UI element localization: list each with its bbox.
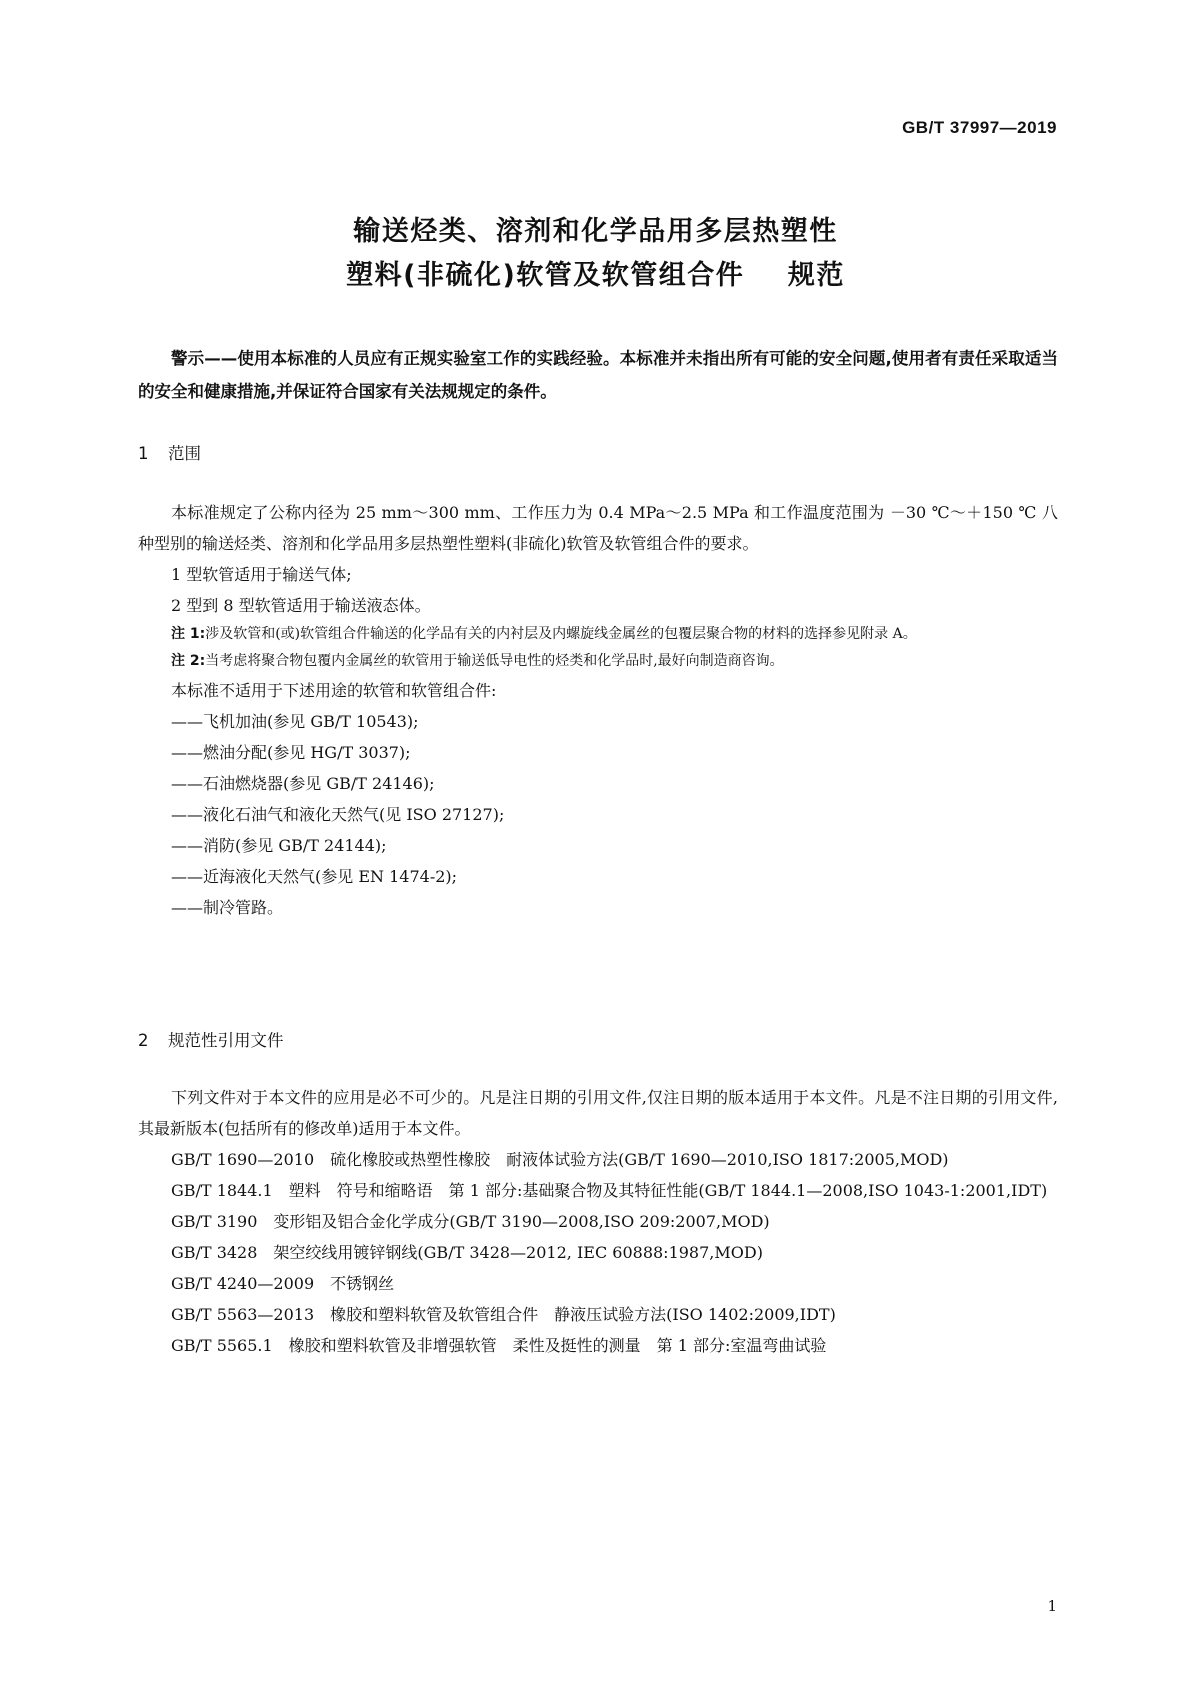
references-intro: 下列文件对于本文件的应用是必不可少的。凡是注日期的引用文件,仅注日期的版本适用于本文件。凡是不注日期的引用文件,其最新版本(包括所有的修改单)适用于本文件。 xyxy=(138,1088,1058,1138)
type2-8-paragraph: 2 型到 8 型软管适用于输送液态体。 xyxy=(171,596,431,615)
reference-item: GB/T 1690—2010 硫化橡胶或热塑性橡胶 耐液体试验方法(GB/T 1690—2010,ISO 1817:2005,MOD) xyxy=(171,1150,949,1169)
note-label: 注 1: xyxy=(171,626,206,642)
exclusion-intro: 本标准不适用于下述用途的软管和软管组合件: xyxy=(171,681,497,700)
list-item: ——石油燃烧器(参见 GB/T 24146); xyxy=(171,774,435,793)
section-1-heading xyxy=(138,440,201,464)
warning-paragraph: 警示——使用本标准的人员应有正规实验室工作的实践经验。本标准并未指出所有可能的安全问题,使用者有责任采取适当的安全和健康措施,并保证符合国家有关法规规定的条件。 xyxy=(138,349,1058,401)
note-text: 涉及软管和(或)软管组合件输送的化学品有关的内衬层及内螺旋线金属丝的包覆层聚合物的材料的选择参见附录 A。 xyxy=(205,626,917,642)
reference-item: GB/T 1844.1 塑料 符号和缩略语 第 1 部分:基础聚合物及其特征性能(GB/T 1844.1—2008,ISO 1043-1:2001,IDT) xyxy=(171,1181,1048,1200)
reference-item: GB/T 3190 变形铝及铝合金化学成分(GB/T 3190—2008,ISO 209:2007,MOD) xyxy=(171,1212,770,1231)
reference-item: GB/T 5563—2013 橡胶和塑料软管及软管组合件 静液压试验方法(ISO 1402:2009,IDT) xyxy=(171,1305,836,1324)
list-item: ——制冷管路。 xyxy=(171,898,284,917)
document-title xyxy=(0,210,1191,298)
note-label: 注 2: xyxy=(171,653,206,669)
reference-item: GB/T 3428 架空绞线用镀锌钢线(GB/T 3428—2012, IEC 60888:1987,MOD) xyxy=(171,1243,763,1262)
page-number: 1 xyxy=(1047,1597,1057,1615)
section-title: 规范性引用文件 xyxy=(168,1031,284,1050)
type1-paragraph: 1 型软管适用于输送气体; xyxy=(171,565,352,584)
list-item: ——消防(参见 GB/T 24144); xyxy=(171,836,387,855)
scope-paragraph: 本标准规定了公称内径为 25 mm～300 mm、工作压力为 0.4 MPa～2.5 MPa 和工作温度范围为 －30 ℃～＋150 ℃ 八种型别的输送烃类、溶剂和化学品用多层热塑性塑料(非硫化)软管及软管组合件的要求。 xyxy=(138,503,1058,553)
section-1-body xyxy=(138,497,1058,923)
list-item: ——近海液化天然气(参见 EN 1474-2); xyxy=(171,867,458,886)
note-1 xyxy=(138,621,1058,648)
section-number: 1 xyxy=(138,444,149,463)
title-line-1: 输送烃类、溶剂和化学品用多层热塑性 xyxy=(353,216,838,247)
section-2-body xyxy=(138,1082,1058,1361)
note-2 xyxy=(138,648,1058,675)
reference-item: GB/T 4240—2009 不锈钢丝 xyxy=(171,1274,395,1293)
list-item: ——液化石油气和液化天然气(见 ISO 27127); xyxy=(171,805,505,824)
list-item: ——飞机加油(参见 GB/T 10543); xyxy=(171,712,419,731)
reference-item: GB/T 5565.1 橡胶和塑料软管及非增强软管 柔性及挺性的测量 第 1 部分:室温弯曲试验 xyxy=(171,1336,827,1355)
section-2-heading xyxy=(138,1027,284,1051)
list-item: ——燃油分配(参见 HG/T 3037); xyxy=(171,743,411,762)
section-title: 范围 xyxy=(168,444,201,463)
section-number: 2 xyxy=(138,1031,149,1050)
title-line-2: 塑料(非硫化)软管及软管组合件 规范 xyxy=(346,260,845,291)
standard-code: GB/T 37997—2019 xyxy=(902,118,1057,137)
note-text: 当考虑将聚合物包覆内金属丝的软管用于输送低导电性的烃类和化学品时,最好向制造商咨询。 xyxy=(205,653,784,669)
